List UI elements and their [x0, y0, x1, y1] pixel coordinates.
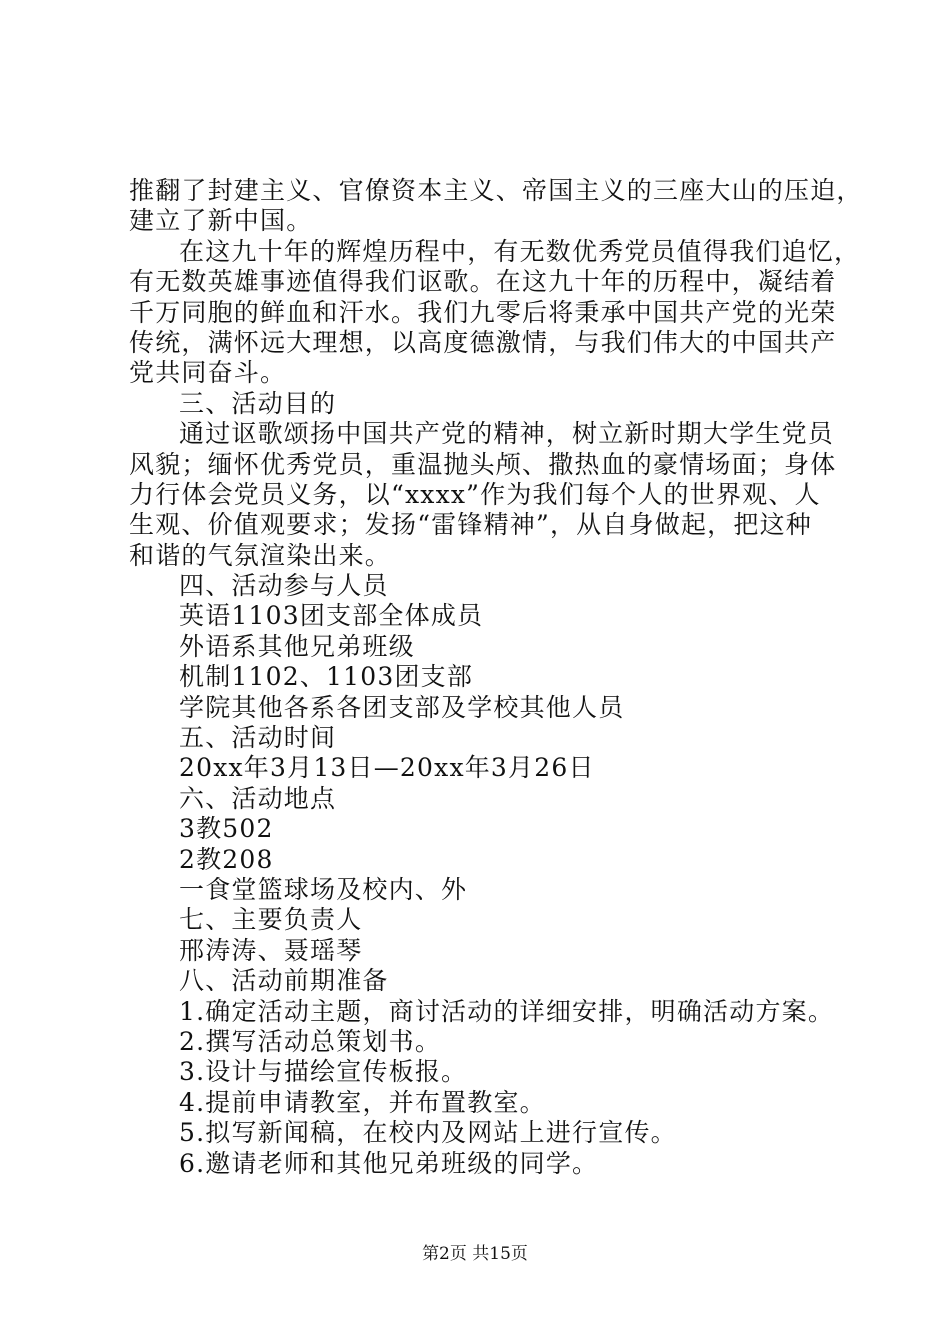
text-line: 邢涛涛、聂瑶琴 [179, 935, 363, 965]
text-line: 1.确定活动主题，商讨活动的详细安排，明确活动方案。 [179, 996, 835, 1026]
text-line: 推翻了封建主义、官僚资本主义、帝国主义的三座大山的压迫， [129, 176, 863, 205]
text-line: 2.撰写活动总策划书。 [179, 1026, 442, 1056]
text-line: 一食堂篮球场及校内、外 [179, 874, 468, 904]
text-line: 2教208 [179, 844, 274, 874]
text-line: 四、活动参与人员 [179, 571, 389, 601]
text-line: 七、主要负责人 [179, 905, 363, 935]
text-line: 生观、价值观要求；发扬“雷锋精神”，从自身做起，把这种 [129, 510, 812, 540]
page-number-footer: 第2页 共15页 [422, 1244, 528, 1264]
text-line: 党共同奋斗。 [129, 358, 287, 388]
text-line: 外语系其他兄弟班级 [179, 631, 415, 661]
text-line: 3教502 [179, 814, 274, 844]
text-line: 八、活动前期准备 [179, 966, 389, 996]
text-line: 6.邀请老师和其他兄弟班级的同学。 [179, 1148, 599, 1178]
text-line: 和谐的气氛渲染出来。 [129, 540, 392, 570]
text-line: 六、活动地点 [179, 783, 337, 813]
document-body [129, 176, 863, 1179]
text-line: 机制1102、1103团支部 [179, 662, 474, 692]
text-line: 风貌；缅怀优秀党员，重温抛头颅、撒热血的豪情场面；身体 [129, 449, 837, 479]
text-line: 20xx年3月13日—20xx年3月26日 [179, 753, 595, 783]
text-line: 有无数英雄事迹值得我们讴歌。在这九十年的历程中，凝结着 [129, 267, 837, 297]
text-line: 力行体会党员义务，以“xxxx”作为我们每个人的世界观、人 [129, 479, 821, 509]
text-line: 在这九十年的辉煌历程中，有无数优秀党员值得我们追忆， [179, 236, 861, 266]
text-line: 3.设计与描绘宣传板报。 [179, 1057, 468, 1087]
text-line: 5.拟写新闻稿，在校内及网站上进行宣传。 [179, 1118, 677, 1148]
text-line: 五、活动时间 [179, 723, 337, 753]
text-line: 传统，满怀远大理想，以高度德激情，与我们伟大的中国共产 [129, 327, 837, 357]
text-line: 通过讴歌颂扬中国共产党的精神，树立新时期大学生党员 [179, 419, 835, 449]
text-line: 学院其他各系各团支部及学校其他人员 [179, 692, 625, 722]
text-line: 4.提前申请教室，并布置教室。 [179, 1087, 546, 1117]
text-line: 英语1103团支部全体成员 [179, 601, 484, 631]
text-line: 建立了新中国。 [129, 206, 313, 236]
text-line: 千万同胞的鲜血和汗水。我们九零后将秉承中国共产党的光荣 [129, 297, 837, 327]
text-line: 三、活动目的 [179, 388, 337, 418]
